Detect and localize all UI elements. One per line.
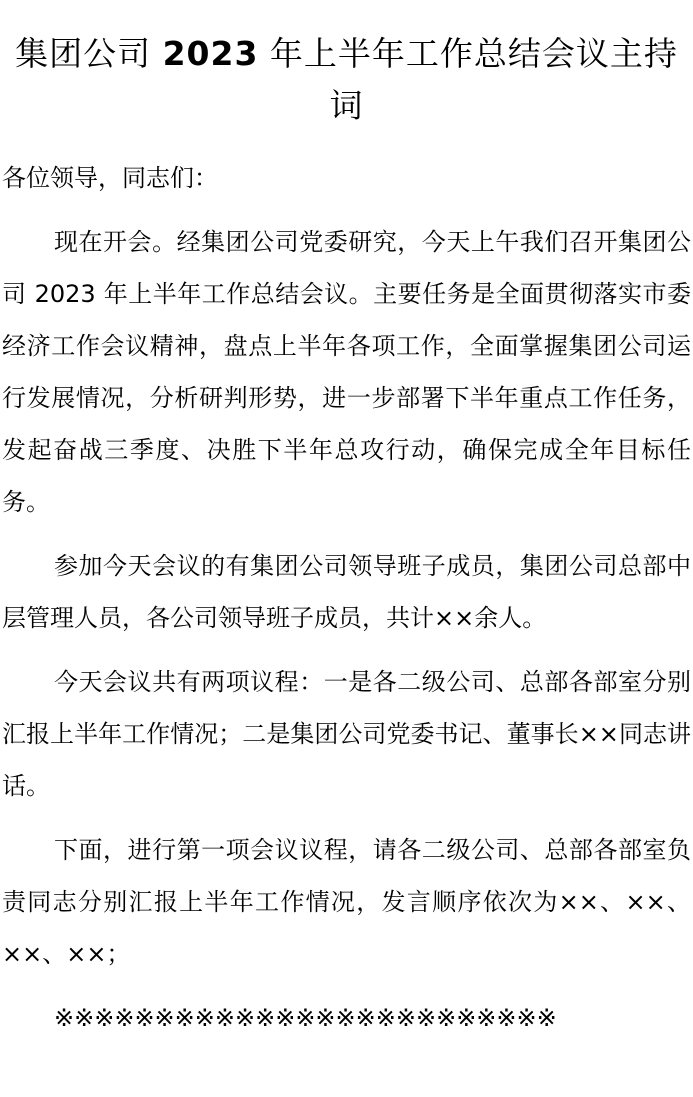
separator-marks: ※※※※※※※※※※※※※※※※※※※※※※※※※ bbox=[54, 1004, 557, 1032]
paragraph-opening: 现在开会。经集团公司党委研究，今天上午我们召开集团公司 2023 年上半年工作总结会议。主要任务是全面贯彻落实市委经济工作会议精神，盘点上半年各项工作，全面掌握集团公司运行发展情况，分析研判形势，进一步部署下半年重点工作任务，发起奋战三季度、决胜下半年总攻行动，确保完成全年目标任务。 bbox=[2, 228, 691, 516]
salutation: 各位领导，同志们： bbox=[2, 164, 218, 192]
title-year: 2023 bbox=[162, 34, 259, 73]
paragraph-first-item: 下面，进行第一项会议议程，请各二级公司、总部各部室负责同志分别汇报上半年工作情况，发言顺序依次为××、××、××、××； bbox=[2, 836, 691, 968]
document-title: 集团公司 2023 年上半年工作总结会议主持词 bbox=[15, 34, 678, 125]
paragraph-attendees: 参加今天会议的有集团公司领导班子成员，集团公司总部中层管理人员，各公司领导班子成员，共计××余人。 bbox=[2, 552, 691, 632]
paragraph-agenda: 今天会议共有两项议程：一是各二级公司、总部各部室分别汇报上半年工作情况；二是集团公司党委书记、董事长××同志讲话。 bbox=[2, 668, 691, 800]
